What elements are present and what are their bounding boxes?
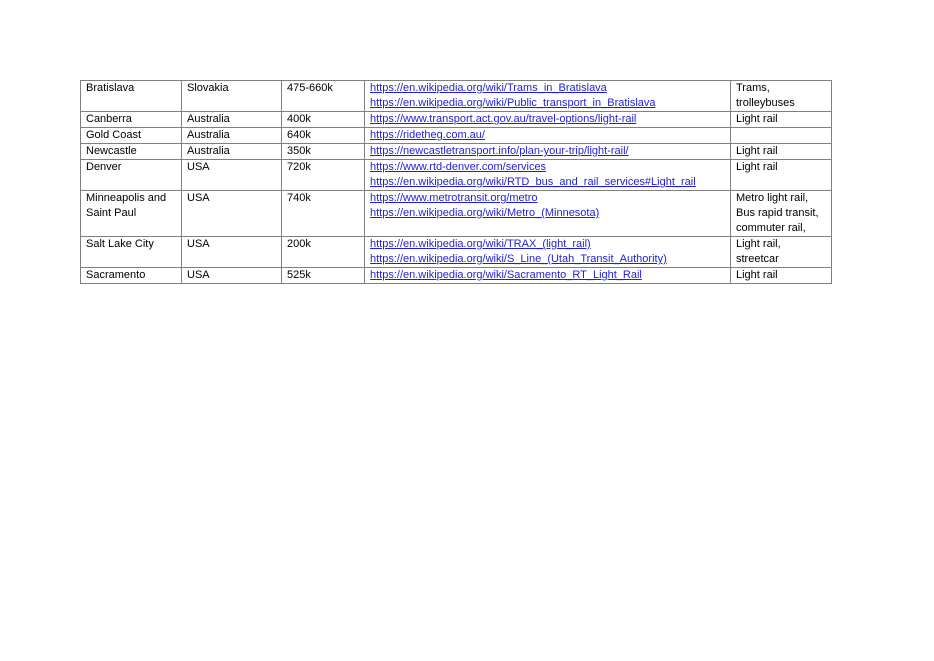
transit-mode: commuter rail, [736,222,806,234]
links-cell [365,112,731,128]
source-link[interactable]: https://en.wikipedia.org/wiki/RTD_bus_and_rail_services#Light_rail [370,176,696,188]
table-row [81,144,832,160]
transit-mode: Metro light rail, [736,192,809,204]
country-cell: USA [182,268,282,284]
links-cell [365,268,731,284]
table-row [81,237,832,268]
source-link[interactable]: https://www.metrotransit.org/metro [370,192,538,204]
population-cell: 525k [282,268,365,284]
country-cell: Australia [182,144,282,160]
population-cell: 720k [282,160,365,191]
links-cell [365,160,731,191]
modes-cell [731,81,832,112]
transit-mode: Trams, [736,82,770,94]
table-row [81,112,832,128]
source-link[interactable]: https://ridetheg.com.au/ [370,129,485,141]
links-cell [365,144,731,160]
country-cell: USA [182,160,282,191]
country-cell: USA [182,191,282,237]
city-cell: Gold Coast [81,128,182,144]
population-cell: 475-660k [282,81,365,112]
city-cell: Sacramento [81,268,182,284]
source-link[interactable]: https://www.rtd-denver.com/services [370,161,547,173]
country-cell: USA [182,237,282,268]
table-row [81,81,832,112]
links-cell [365,191,731,237]
transit-mode: Light rail [736,113,778,125]
source-link[interactable]: https://en.wikipedia.org/wiki/Metro_(Minnesota) [370,207,600,219]
modes-cell [731,128,832,144]
population-cell: 400k [282,112,365,128]
country-cell: Slovakia [182,81,282,112]
modes-cell [731,160,832,191]
transit-mode: Light rail [736,269,778,281]
source-link[interactable]: https://newcastletransport.info/plan-your-trip/light-rail/ [370,145,629,157]
city-cell: Denver [81,160,182,191]
links-cell [365,237,731,268]
source-link[interactable]: https://en.wikipedia.org/wiki/TRAX_(light_rail) [370,238,591,250]
population-cell: 640k [282,128,365,144]
country-cell: Australia [182,128,282,144]
modes-cell [731,268,832,284]
country-cell: Australia [182,112,282,128]
transit-mode: Bus rapid transit, [736,207,819,219]
transit-mode: Light rail [736,145,778,157]
city-cell: Canberra [81,112,182,128]
transit-mode: trolleybuses [736,97,795,109]
city-cell: Bratislava [81,81,182,112]
city-cell: Salt Lake City [81,237,182,268]
modes-cell [731,191,832,237]
source-link[interactable]: https://www.transport.act.gov.au/travel-options/light-rail [370,113,637,125]
source-link[interactable]: https://en.wikipedia.org/wiki/Trams_in_Bratislava [370,82,607,94]
city-cell: Newcastle [81,144,182,160]
source-link[interactable]: https://en.wikipedia.org/wiki/Public_transport_in_Bratislava [370,97,656,109]
links-cell [365,81,731,112]
table-row [81,268,832,284]
modes-cell [731,144,832,160]
table-row [81,191,832,237]
city-cell: Minneapolis and Saint Paul [81,191,182,237]
transit-mode: Light rail, [736,238,781,250]
table-body [81,81,832,284]
population-cell: 350k [282,144,365,160]
modes-cell [731,112,832,128]
links-cell [365,128,731,144]
source-link[interactable]: https://en.wikipedia.org/wiki/Sacramento_RT_Light_Rail [370,269,642,281]
table-row [81,128,832,144]
transit-mode: streetcar [736,253,779,265]
transit-mode: Light rail [736,161,778,173]
source-link[interactable]: https://en.wikipedia.org/wiki/S_Line_(Utah_Transit_Authority) [370,253,667,265]
modes-cell [731,237,832,268]
table-row [81,160,832,191]
population-cell: 200k [282,237,365,268]
population-cell: 740k [282,191,365,237]
light-rail-cities-table [80,80,832,284]
